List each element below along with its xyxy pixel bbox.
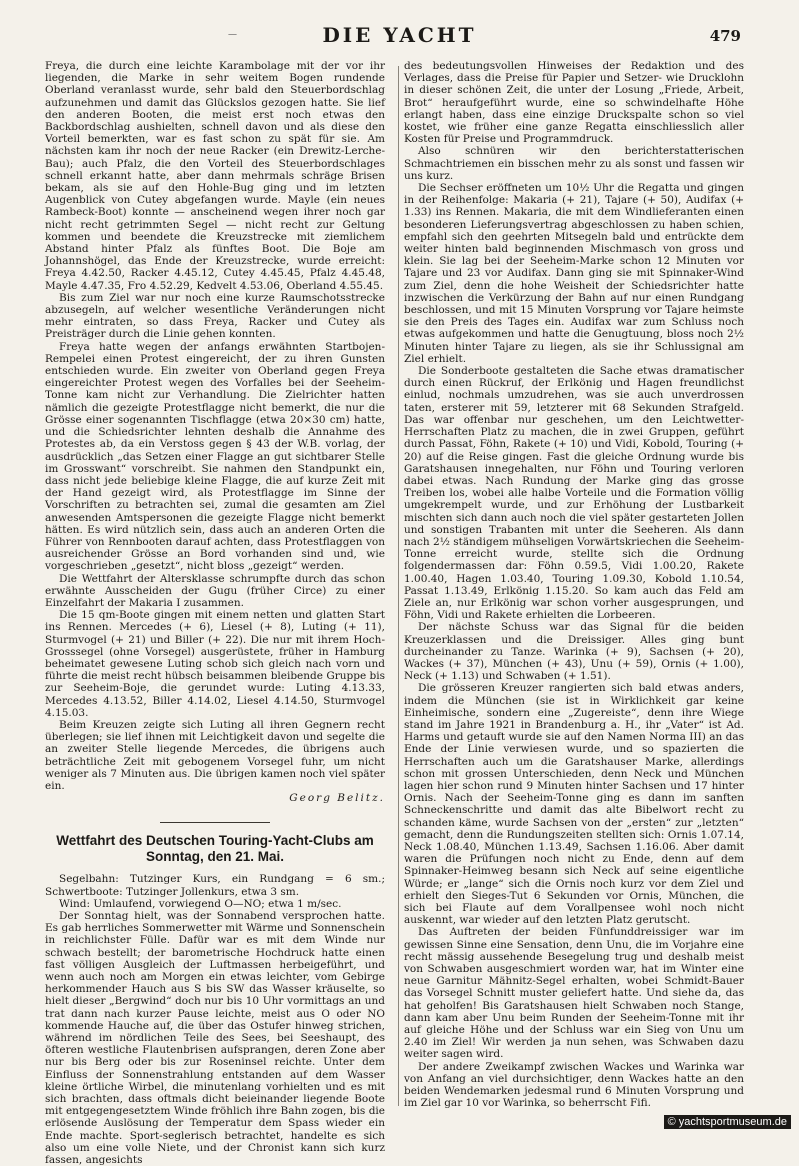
header-mark: — (228, 30, 237, 40)
paragraph: Der nächste Schuss war das Signal für die beiden Kreuzerklassen und die Dreissiger. Alles ging bunt durcheinander zu Tanze. Warinka (+ 9), Sachsen (+ 20), Wackes (+ 37), München (+ 43), Unu (+ 59), Ornis (+ 1.00), Neck (+ 1.13) und Schwaben (+ 1.51). (404, 621, 744, 683)
paragraph: Die Sonderboote gestalteten die Sache etwas dramatischer durch einen Rückruf, der Erlkönig und Hagen freundlichst einlud, nochmals umzudrehen, was sie auch unverdrossen taten, ersterer mit 59, letzterer mit 68 Sekunden Strafgeld. Das war offenbar nur geschehen, um den Leichtwetter-Herrschaften Platz zu machen, die in zwei Gruppen, geführt durch Passat, Föhn, Rakete (+ 10) und Vidi, Kobold, Touring (+ 20) auf die Reise gingen. Fast die gleiche Ordnung wurde bis Garatshausen innegehalten, nur Föhn und Touring verloren dabei etwas. Nach Rundung der Marke ging das grosse Treiben los, wobei alle halbe Vorteile und die Formation völlig umgekrempelt wurde, und zur Erhöhung der Lustbarkeit mischten sich dann auch noch die viel später gestarteten Jollen und sonstigen Trabanten mit unter die Seeheren. Als dann nach 2½ ständigem mühseligen Vorwärtskriechen die Seeheim-Tonne erreicht wurde, stellte sich die Ordnung folgendermassen dar: Föhn 0.59.5, Vidi 1.00.20, Rakete 1.00.40, Hagen 1.03.40, Touring 1.09.30, Kobold 1.10.54, Passat 1.13.49, Erlkönig 1.15.20. So kam auch das Feld am Ziele an, nur Erlkönig war schon vorher ausgesprungen, und Föhn, Vidi und Rakete erhielten die Lorbeeren. (404, 365, 744, 622)
watermark: © yachtsportmuseum.de (664, 1115, 791, 1129)
page-header (0, 0, 799, 60)
journal-title: DIE YACHT (322, 23, 477, 47)
paragraph: Freya, die durch eine leichte Karambolage mit der vor ihr liegenden, die Marke in sehr weitem Bogen rundende Oberland veranlasst wurde, sehr bald den Steuerbordschlag aufzunehmen und damit das Glückslos gezogen hatte. Sie lief den anderen Booten, die meist erst noch etwas den Backbordschlag aushielten, schnell davon und als diese den Vorteil bemerkten, war es fast schon zu spät für sie. Am nächsten kam ihr noch der neue Racker (ein Drewitz-Lerche-Bau); auch Pfalz, die den Vorteil des Steuerbordschlages schnell erkannt hatte, aber dann mehrmals schräge Brisen bekam, als sie auf den Hohle-Bug ging und im letzten Augenblick von Cutey abgefangen wurde. Mayle (ein neues Rambeck-Boot) konnte — anscheinend wegen ihrer noch gar nicht recht getrimmten Segel — nicht recht zur Geltung kommen und beendete die Kreuzstrecke mit ziemlichem Abstand hinter Pfalz als fünftes Boot. Die Boje am Johannshögel, das Ende der Kreuzstrecke, wurde erreicht: Freya 4.42.50, Racker 4.45.12, Cutey 4.45.45, Pfalz 4.45.48, Mayle 4.47.35, Fro 4.52.29, Kedvelt 4.53.06, Oberland 4.55.45. (45, 60, 385, 292)
paragraph: Die 15 qm-Boote gingen mit einem netten und glatten Start ins Rennen. Mercedes (+ 6), Liesel (+ 8), Luting (+ 11), Sturmvogel (+ 21) und Biller (+ 22). Die nur mit ihrem Hoch-Grosssegel (ohne Vorsegel) ausgerüstete, früher in Hamburg beheimatet gewesene Luting schob sich gleich nach vorn und führte die meist recht hübsch beisammen bleibende Gruppe bis zur Seeheim-Boje, die gerundet wurde: Luting 4.13.33, Mercedes 4.13.52, Biller 4.14.02, Liesel 4.14.50, Sturmvogel 4.15.03. (45, 609, 385, 719)
paragraph: Die Sechser eröffneten um 10½ Uhr die Regatta und gingen in der Reihenfolge: Makaria (+ 21), Tajare (+ 50), Audifax (+ 1.33) ins Rennen. Makaria, die mit dem Windlieferanten einen besonderen Lieferungsvertrag abgeschlossen zu haben schien, empfahl sich den geehrten Mitsegeln bald und entrückte dem weiter hinten bald beginnenden Mischmasch von gross und klein. Sie lag bei der Seeheim-Marke schon 12 Minuten vor Tajare und 23 vor Audifax. Dann ging sie mit Spinnaker-Wind zum Ziel, denn die hohe Weisheit der Schiedsrichter hatte inzwischen die Verkürzung der Bahn auf nur einen Rundgang beschlossen, und mit 15 Minuten Vorsprung vor Tajare heimste sie den Preis des Tages ein. Audifax war zum Schluss noch etwas aufgekommen und hatte die Genugtuung, bloss noch 2½ Minuten hinter Tajare zu liegen, als sie ihr Schlussignal am Ziel erhielt. (404, 182, 744, 365)
wind-info: Wind: Umlaufend, vorwiegend O—NO; etwa 1 m/sec. (59, 897, 342, 910)
author-signature: Georg Belitz. (289, 792, 385, 805)
section-heading: Wettfahrt des Deutschen Touring-Yacht-Clubs am Sonntag, den 21. Mai. (56, 833, 374, 865)
paragraph: Freya hatte wegen der anfangs erwähnten Startbojen-Rempelei einen Protest eingereicht, der zu ihren Gunsten entschieden wurde. Ein zweiter von Oberland gegen Freya eingereichter Protest wegen des Vorfalles bei der Seeheim-Tonne kam nicht zur Verhandlung. Die Zielrichter hatten nämlich die gezeigte Protestflagge nicht bemerkt, die nur die Grösse einer sogenannten Tischflagge (etwa 20×30 cm) hatte, und die Schiedsrichter lehnten deshalb die Annahme des Protestes ab, da ein Verstoss gegen § 43 der W.B. vorlag, der ausdrücklich „das Setzen einer Flagge an gut sichtbarer Stelle im Grosswant“ vorschreibt. Sie nahmen den Standpunkt ein, dass nicht jede beliebige kleine Flagge, die auf kurze Zeit mit der Hand gezeigt wird, als Protestflagge im Sinne der Vorschriften zu betrachten sei, zumal die gesamten am Ziel anwesenden Amtspersonen die gezeigte Flagge nicht bemerkt hätten. Es wird nützlich sein, dass auch an anderen Orten die Führer von Rennbooten darauf achten, dass Protestflaggen von ausreichender Grösse an Bord vorhanden sind und, wie vorgeschrieben „gesetzt“, nicht bloss „gezeigt“ werden. (45, 340, 385, 573)
right-column (404, 60, 744, 1109)
paragraph: Beim Kreuzen zeigte sich Luting all ihren Gegnern recht überlegen; sie lief ihnen mit Leichtigkeit davon und segelte die an zweiter Stelle liegende Mercedes, die übrigens auch beträchtliche Zeit mit gebogenem Vorsegel fuhr, um nicht weniger als 7 Minuten aus. Die übrigen kamen noch viel später ein. (45, 718, 385, 792)
paragraph: Der andere Zweikampf zwischen Wackes und Warinka war von Anfang an viel durchsichtiger, denn Wackes hatte an den beiden Wendemarken jedesmal rund 6 Minuten Vorsprung und im Ziel gar 10 vor Warinka, so beherrscht Fifi. (404, 1060, 744, 1110)
paragraph: Das Auftreten der beiden Fünfunddreissiger war im gewissen Sinne eine Sensation, denn Unu, die im Vorjahre eine recht mässig aussehende Besegelung trug und deshalb meist von Schwaben ausgeschmiert worden war, hat im Winter eine neue Garnitur Mähnitz-Segel erhalten, wobei Schmidt-Bauer das Vorsegel Schnitt muster geliefert hatte. Und siehe da, das hat geholfen! Bis Garatshausen hielt Schwaben noch Stange, dann kam aber Unu beim Runden der Seeheim-Tonne mit ihr auf gleiche Höhe und der Schluss war ein Sieg von Unu um 2.40 im Ziel! Wir werden ja nun sehen, was Schwaben dazu weiter sagen wird. (404, 926, 744, 1061)
course-info: Segelbahn: Tutzinger Kurs, ein Rundgang = 6 sm.; Schwertboote: Tutzinger Jollenkurs, etwa 3 sm. (45, 873, 385, 898)
paragraph: Also schnüren wir den berichterstatterischen Schmachtriemen ein bisschen mehr zu als sonst und fassen wir uns kurz. (404, 145, 744, 182)
paragraph: Der Sonntag hielt, was der Sonnabend versprochen hatte. Es gab herrliches Sommerwetter mit Wärme und Sonnenschein in reichlichster Fülle. Dafür war es mit dem Winde nur schwach bestellt; der barometrische Hochdruck hatte einen fast völligen Ausgleich der Luftmassen herbeigeführt, und wenn auch noch am Morgen ein etwas leichter, vom Gebirge herkommender Hauch aus S bis SW das Wasser kräuselte, so hielt dieser „Bergwind“ doch nur bis 10 Uhr vormittags an und trat dann nach kurzer Pause leichte, meist aus O oder NO kommende Hauche auf, die über das Ostufer hinweg strichen, während im nördlichen Teile des Sees, bei Seeshaupt, des öfteren westliche Flautenbrisen aufsprangen, deren Zone aber nur bis Berg oder bis zur Roseninsel reichte. Unter dem Einfluss der Sonnenstrahlung entstanden auf dem Wasser kleine örtliche Wirbel, die minutenlang vorhielten und es mit sich brachten, dass oftmals dicht beieinander liegende Boote mit entgegengesetztem Winde fröhlich ihre Bahn zogen, bis die erlösende Auslösung der Temperatur dem Spass wieder ein Ende machte. Sport-seglerisch betrachtet, handelte es sich also um eine volle Niete, und der Chronist kann sich kurz fassen, angesichts (45, 910, 385, 1166)
paragraph: Bis zum Ziel war nur noch eine kurze Raumschotsstrecke abzusegeln, auf welcher wesentliche Veränderungen nicht mehr eintraten, so dass Freya, Racker und Cutey als Preisträger durch die Linie gehen konnten. (45, 291, 385, 341)
paragraph: Die grösseren Kreuzer rangierten sich bald etwas anders, indem die München (sie ist in Wirklichkeit gar keine Einheimische, sondern eine „Zugereiste“, denn ihre Wiege stand im Jahre 1921 in Brandenburg a. H., ihr „Vater“ ist Ad. Harms und getauft wurde sie auf den Namen Norma III) an das Ende der Linie verwiesen wurde, und so spazierten die Herrschaften auch um die Garatshauser Marke, allerdings schon mit grossen Unterschieden, denn Neck und München lagen hier schon rund 9 Minuten hinter Sachsen und 17 hinter Ornis. Nach der Seeheim-Tonne ging es dann im sanften Schneckenschritte und damit das alte Bibelwort recht zu schanden käme, wurde Sachsen von der „ersten“ zur „letzten“ gemacht, denn die Rundungszeiten stellten sich: Ornis 1.07.14, Neck 1.08.40, München 1.13.49, Sachsen 1.16.06. Aber damit waren die Prüfungen noch nicht zu Ende, denn auf dem Spinnaker-Heimweg besann sich Neck auf seine eigentliche Würde; er „lange“ sich die Ornis noch kurz vor dem Ziel und erhielt den Sieges-Tut 6 Sekunden vor Ornis, München, die sich bei Flaute auf dem Vorallpensee wohl noch nicht auskennt, war wieder auf den letzten Platz gerutscht. (404, 682, 744, 927)
column-rule (398, 66, 399, 1106)
paragraph: Die Wettfahrt der Altersklasse schrumpfte durch das schon erwähnte Ausscheiden der Gugu (früher Circe) zu einer Einzelfahrt der Makaria I zusammen. (45, 572, 385, 609)
section-divider (160, 822, 270, 823)
paragraph: des bedeutungsvollen Hinweises der Redaktion und des Verlages, dass die Preise für Papier und Setzer- wie Drucklohn in dieser schönen Zeit, die unter der Losung „Friede, Arbeit, Brot“ heraufgeführt wurde, eine so schwindelhafte Höhe erlangt haben, dass eine einzige Druckspalte schon so viel kostet, wie früher eine ganze Regatta einschliesslich aller Kosten für Preise und Programmdruck. (404, 60, 744, 146)
left-column (45, 60, 385, 1166)
page-number: 479 (709, 27, 741, 45)
